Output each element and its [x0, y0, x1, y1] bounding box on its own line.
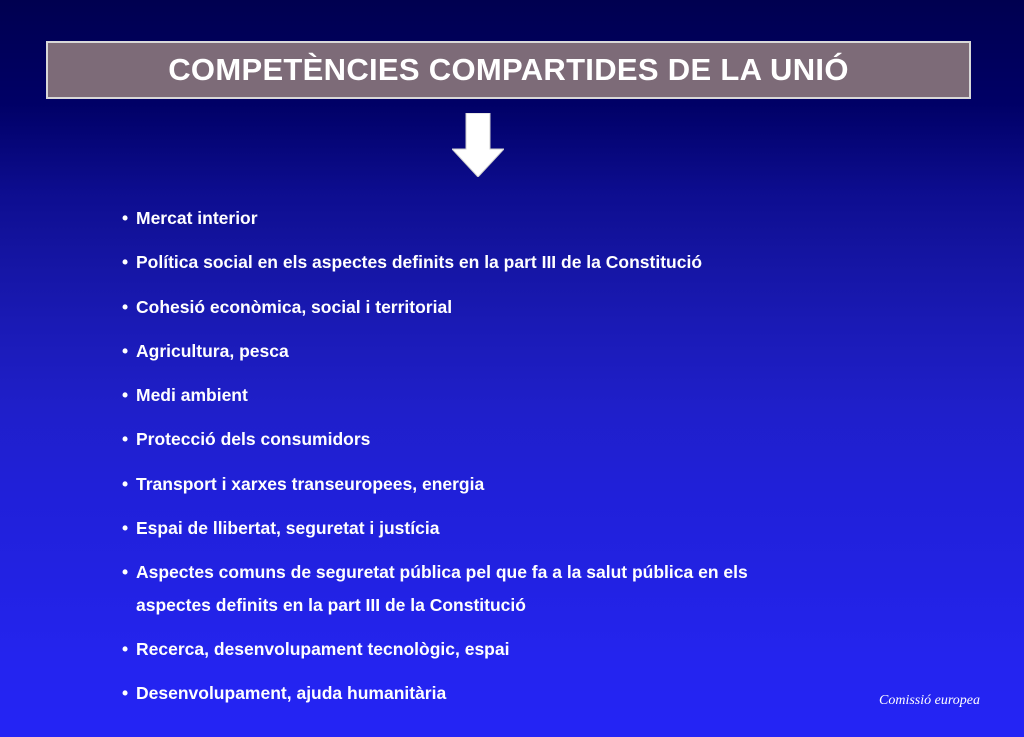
list-item-label: Desenvolupament, ajuda humanitària: [136, 683, 447, 704]
bullet-marker: •: [122, 562, 129, 583]
list-item-label: Recerca, desenvolupament tecnològic, espai: [136, 638, 510, 659]
bullet-marker: •: [122, 296, 129, 317]
list-item-continuation: [122, 595, 982, 615]
bullet-marker: •: [122, 252, 129, 273]
list-item-label: Transport i xarxes transeuropees, energia: [136, 473, 485, 494]
list-item: [122, 429, 982, 449]
list-item-label: Aspectes comuns de seguretat pública pel que fa a la salut pública en els: [136, 562, 748, 583]
title-banner: [46, 41, 971, 99]
down-arrow-icon: [452, 113, 504, 177]
list-item: [122, 208, 982, 228]
list-item: [122, 562, 982, 582]
bullet-list: [122, 208, 982, 728]
list-item: [122, 683, 982, 703]
bullet-marker: •: [122, 638, 129, 659]
bullet-marker: •: [122, 208, 129, 228]
bullet-marker: •: [122, 340, 129, 361]
list-item-label: Medi ambient: [136, 385, 248, 406]
bullet-marker: •: [122, 473, 129, 494]
list-item-label: Política social en els aspectes definits en la part III de la Constitució: [136, 252, 703, 273]
list-item-label: Cohesió econòmica, social i territorial: [136, 296, 453, 317]
list-item-label: Espai de llibertat, seguretat i justícia: [136, 518, 440, 539]
page-title: COMPETÈNCIES COMPARTIDES DE LA UNIÓ: [168, 52, 849, 87]
list-item: [122, 341, 982, 361]
list-item: [122, 474, 982, 494]
list-item: [122, 252, 982, 272]
source-credit: Comissió europea: [879, 693, 980, 708]
bullet-marker: •: [122, 429, 129, 450]
list-item: [122, 297, 982, 317]
list-item-label: Agricultura, pesca: [136, 340, 289, 361]
list-item-label: aspectes definits en la part III de la Constitució: [136, 594, 526, 615]
list-item: [122, 518, 982, 538]
bullet-marker: •: [122, 518, 129, 539]
list-item-label: Mercat interior: [136, 208, 258, 228]
bullet-marker: •: [122, 683, 129, 704]
list-item-label: Protecció dels consumidors: [136, 429, 371, 450]
list-item: [122, 385, 982, 405]
bullet-marker: •: [122, 385, 129, 406]
list-item: [122, 639, 982, 659]
